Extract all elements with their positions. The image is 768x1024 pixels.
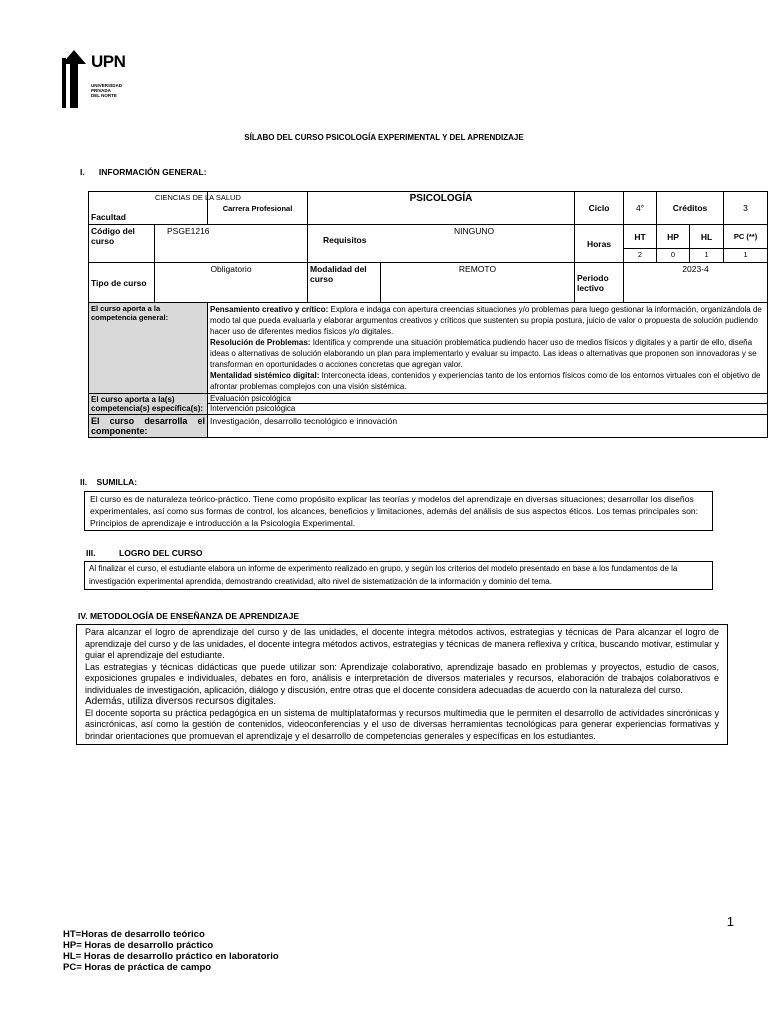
- codigo-value: PSGE1216: [155, 225, 308, 263]
- ciclo-label: Ciclo: [575, 192, 624, 225]
- footnote: HT=Horas de desarrollo teórico: [63, 929, 205, 940]
- hl-label: HL: [690, 225, 724, 249]
- facultad-value: CIENCIAS DE LA SALUD: [155, 193, 241, 202]
- section-1-title: I. INFORMACIÓN GENERAL:: [80, 167, 207, 177]
- creditos-value: 3: [724, 192, 768, 225]
- upn-torch-icon: [58, 50, 90, 108]
- competencia-general-text: Pensamiento creativo y crítico: Explora e indaga con apertura creencias situaciones y/o problemas para luego gestionar la información, organizándola de modo tal que pueda evaluarla y elaborar argumentos creativos y críticos que sustenten su propia postura, juicio de valor o propuesta de solución pudiendo hacer uso de diferentes medios físicos y/o digitales. Resolución de Problemas: Identifica y comprende una situación problemática pudiendo hacer uso de medios físicos y digitales y a partir de ello, diseña ideas o alternativas de solución elaborando un plan para implementarlo y evaluar su impacto. Las ideas o alternativas que proponen son innovadoras y se transforman en oportunidades o acciones concretas que agregan valor. Mentalidad sistémico digital: Interconecta ideas, contenidos y experiencias tanto de los entornos físicos como de los entornos virtuales con el objetivo de afrontar problemas complejos con una visión sistémica.: [208, 303, 768, 394]
- creditos-label: Créditos: [657, 192, 724, 225]
- modalidad-value: REMOTO: [381, 263, 575, 303]
- componente-label: El curso desarrolla el componente:: [89, 415, 208, 438]
- metodologia-paragraph: Además, utiliza diversos recursos digitales.: [85, 696, 277, 707]
- logo-subtitle: UNIVERSIDAD PRIVADA DEL NORTE: [91, 83, 123, 98]
- page-number: 1: [726, 914, 734, 929]
- section-2-title: II. SUMILLA:: [80, 477, 138, 487]
- periodo-value: 2023-4: [624, 263, 768, 303]
- footnotes: [63, 929, 279, 973]
- horas-label: Horas: [575, 225, 624, 263]
- hp-value: 0: [657, 249, 690, 263]
- document-title: SÍLABO DEL CURSO PSICOLOGÍA EXPERIMENTAL Y DEL APRENDIZAJE: [244, 133, 524, 142]
- pc-label: PC (**): [724, 225, 768, 249]
- logro-text: Al finalizar el curso, el estudiante elabora un informe de experimento realizado en grupo, y según los criterios del modelo presentado en base a los fundamentos de la investigación experimental aprendida, demostrando creatividad, alto nivel de sistematización de la información y dominio del tema.: [84, 561, 713, 590]
- ht-label: HT: [624, 225, 657, 249]
- componente-value: Investigación, desarrollo tecnológico e innovación: [208, 415, 768, 438]
- pc-value: 1: [724, 249, 768, 263]
- metodologia-paragraph: Las estrategias y técnicas didácticas que puede utilizar son: Aprendizaje colaborativo, aprendizaje basado en problemas y proyectos, estudio de casos, exposiciones grupales e individuales, debates en foro, análisis e interpretación de diversos materiales y recursos, elaboración de trabajos colaborativos e individuales de investigación, aplicación, diálogo y discusión, entre otras que el docente considera adecuadas de acuerdo con la naturaleza del curso.: [85, 661, 719, 695]
- metodologia-paragraph: El docente soporta su práctica pedagógica en un sistema de multiplataformas y recursos multimedia que le permiten el desarrollo de actividades sincrónicas y asincrónicas, así como la gestión de contenidos, videoconferencias y el uso de diversas herramientas tecnológicas para generar experiencias formativas y brindar orientaciones que promuevan el aprendizaje y el desarrollo de competencias generales y específicas en los estudiantes.: [85, 707, 719, 741]
- tipo-value: Obligatorio: [155, 263, 308, 303]
- hl-value: 1: [690, 249, 724, 263]
- competencia-especifica-values: Evaluación psicológica Intervención psicológica: [208, 394, 768, 415]
- facultad-label: Facultad: [91, 212, 126, 222]
- metodologia-box: [76, 624, 728, 745]
- competencia-especifica-label: El curso aporta a la(s) competencia(s) específica(s):: [89, 394, 208, 415]
- carrera-label: Carrera Profesional: [208, 192, 308, 225]
- requisitos-value: NINGUNO: [454, 226, 495, 236]
- tipo-label: Tipo de curso: [89, 263, 155, 303]
- modalidad-label: Modalidad del curso: [308, 263, 381, 303]
- section-3-title: III. LOGRO DEL CURSO: [86, 548, 203, 558]
- requisitos-label: Requisitos: [323, 235, 367, 245]
- hp-label: HP: [657, 225, 690, 249]
- metodologia-paragraph: Para alcanzar el logro de aprendizaje del curso y de las unidades, el docente integra métodos activos, estrategias y técnicas de Para alcanzar el logro de aprendizaje del curso y de las unidades, el docente integra métodos activos, estrategias y técnicas de manera reflexiva y crítica, buscando motivar, estimular y guiar el aprendizaje del estudiante.: [85, 627, 719, 660]
- logo-name: UPN: [91, 52, 126, 71]
- competencia-general-label: El curso aporta a la competencia general:: [89, 303, 208, 394]
- codigo-label: Código del curso: [89, 225, 155, 263]
- upn-logo: [58, 50, 138, 110]
- general-info-table: [88, 191, 768, 438]
- ciclo-value: 4°: [624, 192, 657, 225]
- requisitos-cell: [308, 225, 575, 263]
- footnote: HP= Horas de desarrollo práctico: [63, 940, 214, 951]
- footnote: HL= Horas de desarrollo práctico en laboratorio: [63, 951, 279, 962]
- carrera-value: PSICOLOGÍA: [308, 192, 575, 225]
- periodo-label: Periodo lectivo: [575, 263, 624, 303]
- facultad-cell: [89, 192, 241, 225]
- sumilla-text: El curso es de naturaleza teórico-práctico. Tiene como propósito explicar las teorías y modelos del aprendizaje en diversas situaciones; desarrollar los diseños experimentales, así como sus formas de control, los alcances, beneficios y limitaciones, además del análisis de sus aspectos éticos. Los temas principales son: Principios de aprendizaje e introducción a la Psicología Experimental.: [84, 491, 713, 531]
- section-4-title: IV. METODOLOGÍA DE ENSEÑANZA DE APRENDIZAJE: [78, 611, 300, 621]
- footnote: PC= Horas de práctica de campo: [63, 962, 212, 973]
- ht-value: 2: [624, 249, 657, 263]
